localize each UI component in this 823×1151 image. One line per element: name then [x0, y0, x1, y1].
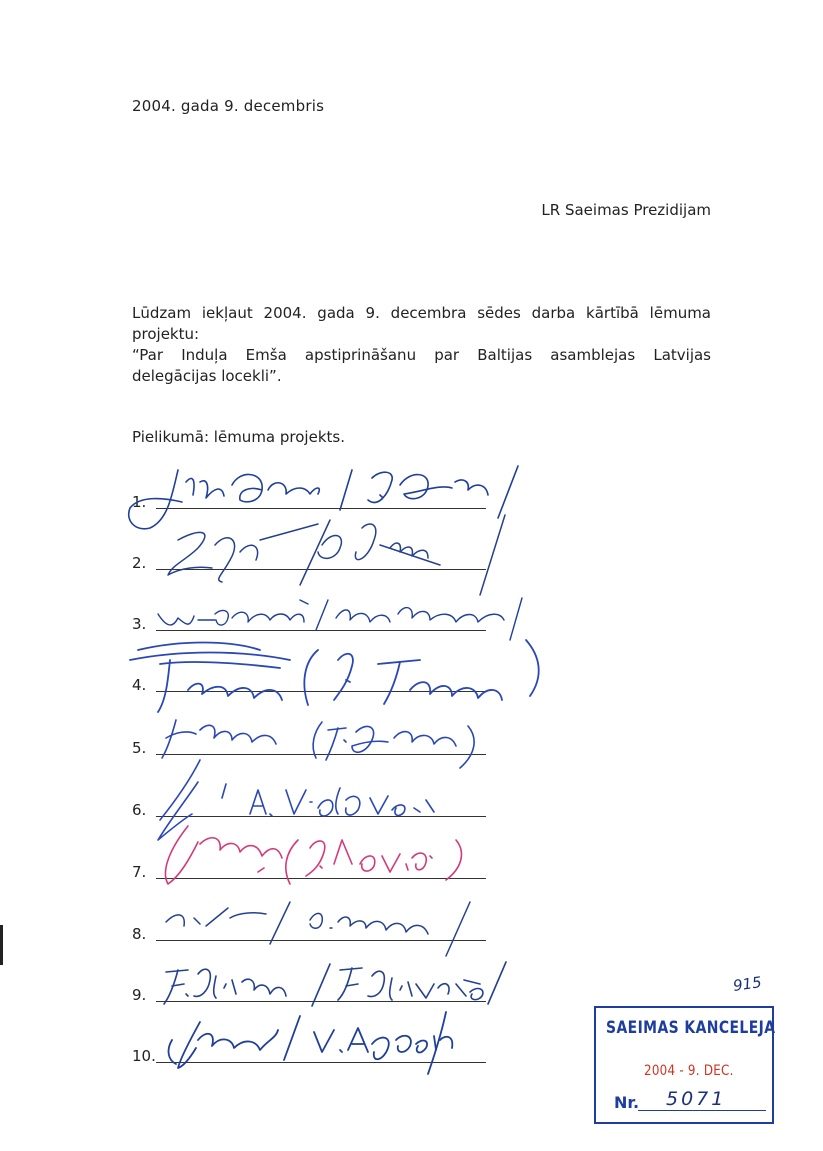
request-line: Lūdzam iekļaut 2004. gada 9. decembra sēdes darba kārtībā lēmuma	[132, 304, 711, 322]
registration-stamp	[594, 1006, 774, 1124]
signature-7	[165, 826, 461, 884]
signature-number: 1.	[132, 493, 147, 511]
stamp-nr-label: Nr.	[614, 1093, 640, 1112]
signature-2	[168, 515, 505, 595]
signature-6	[158, 760, 434, 840]
stamp-nr-value: 5071	[666, 1088, 727, 1110]
stamp-title: SAEIMAS KANCELEJA	[606, 1018, 776, 1038]
signature-1	[129, 466, 518, 529]
signature-4	[130, 640, 539, 712]
request-line: projektu:	[132, 325, 200, 343]
signature-9	[164, 962, 506, 1006]
signature-10	[169, 1012, 453, 1074]
attachment-note: Pielikumā: lēmuma projekts.	[132, 428, 345, 446]
signature-8	[166, 902, 470, 956]
signature-5	[162, 720, 474, 768]
request-line: delegācijas locekli”.	[132, 367, 282, 385]
signature-number: 10.	[132, 1047, 156, 1065]
signature-number: 5.	[132, 739, 147, 757]
signature-number: 9.	[132, 986, 147, 1004]
recipient: LR Saeimas Prezidijam	[541, 201, 711, 219]
stamp-date: 2004 - 9. DEC.	[644, 1063, 734, 1079]
stamp-nr-line	[638, 1110, 766, 1111]
request-line: “Par Induļa Emša apstiprināšanu par Baltijas asamblejas Latvijas	[132, 346, 711, 364]
signature-number: 3.	[132, 615, 147, 633]
document-date: 2004. gada 9. decembris	[132, 97, 325, 115]
signature-number: 7.	[132, 863, 147, 881]
signature-number: 2.	[132, 554, 147, 572]
signature-number: 8.	[132, 925, 147, 943]
stamp-handwritten-number: 915	[731, 973, 763, 995]
signature-number: 6.	[132, 801, 147, 819]
signature-number: 4.	[132, 676, 147, 694]
signature-3	[158, 598, 522, 640]
